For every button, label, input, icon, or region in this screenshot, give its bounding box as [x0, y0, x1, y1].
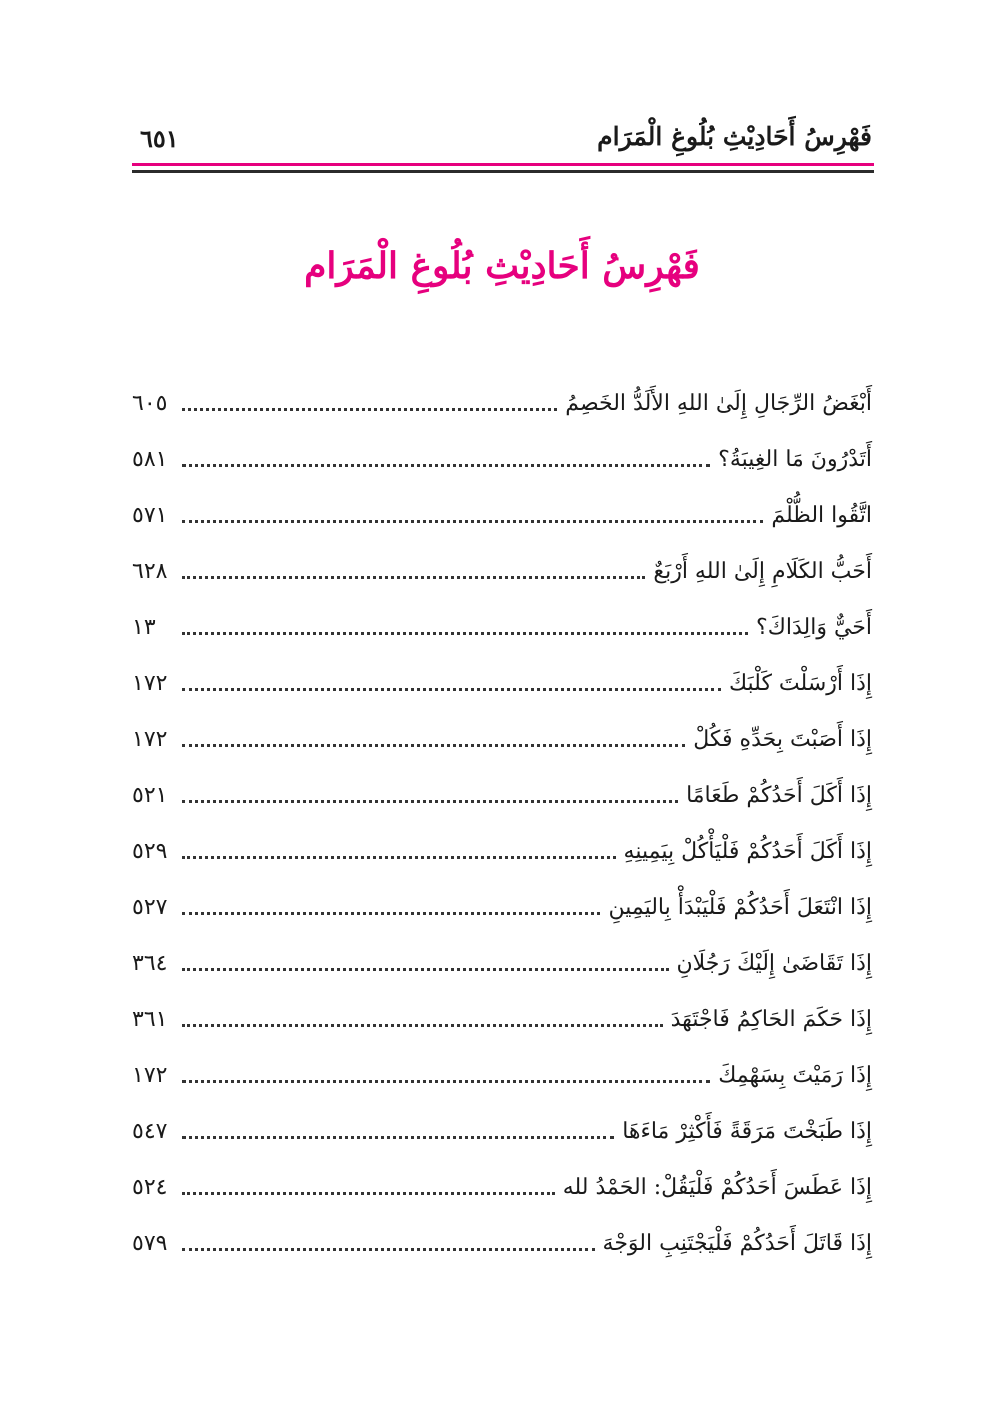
index-entry-page: ١٧٢ [132, 670, 168, 696]
dot-leader [182, 1024, 663, 1027]
index-entry [132, 655, 872, 711]
dot-leader [182, 464, 710, 467]
index-entry-page: ٥٧١ [132, 502, 168, 528]
index-entry-page: ٥٢٤ [132, 1174, 168, 1200]
dot-leader [182, 1080, 710, 1083]
index-entry [132, 711, 872, 767]
index-entry [132, 1159, 872, 1215]
dot-leader [182, 688, 721, 691]
page-title: فَهْرِسُ أَحَادِيْثِ بُلُوغِ الْمَرَام [304, 245, 700, 287]
index-entry-text: أَحَبُّ الكَلَامِ إِلَىٰ اللهِ أَرْبَعٌ [653, 558, 872, 584]
index-entry-page: ٥٢١ [132, 782, 168, 808]
index-entry-text: إِذَا طَبَخْتَ مَرَقَةً فَأَكْثِرْ مَاءَهَا [622, 1118, 872, 1144]
index-entry-page: ١٧٢ [132, 726, 168, 752]
running-header-title: فَهْرِسُ أَحَادِيْثِ بُلُوغِ الْمَرَام [597, 122, 872, 151]
dot-leader [182, 968, 669, 971]
dot-leader [182, 800, 678, 803]
dot-leader [182, 576, 645, 579]
index-entry [132, 935, 872, 991]
index-entry-text: إِذَا عَطَسَ أَحَدُكُمْ فَلْيَقُلْ: الحَمْدُ لله [562, 1174, 872, 1200]
dot-leader [182, 1136, 614, 1139]
index-entry [132, 1215, 872, 1271]
index-entry [132, 375, 872, 431]
index-entry [132, 1103, 872, 1159]
index-entry-text: إِذَا أَكَلَ أَحَدُكُمْ فَلْيَأْكُلْ بِيَمِينِهِ [623, 838, 872, 864]
index-entry-page: ٥٤٧ [132, 1118, 168, 1144]
index-entry [132, 823, 872, 879]
index-entry-page: ٥٢٩ [132, 838, 168, 864]
index-entry-text: أَتَدْرُونَ مَا الغِيبَةُ؟ [718, 446, 872, 472]
index-entry-text: أَبْغَضُ الرِّجَالِ إِلَىٰ اللهِ الأَلَدُّ الخَصِمُ [565, 390, 872, 416]
index-entry-text: إِذَا انْتَعَلَ أَحَدُكُمْ فَلْيَبْدَأْ بِاليَمِينِ [608, 894, 872, 920]
index-entry [132, 431, 872, 487]
index-entry-page: ٥٧٩ [132, 1230, 168, 1256]
index-entry [132, 991, 872, 1047]
dot-leader [182, 1192, 555, 1195]
index-entry-text: اتَّقُوا الظُّلْمَ [771, 502, 872, 528]
index-entry [132, 1047, 872, 1103]
index-entry-text: إِذَا أَصَبْتَ بِحَدِّهِ فَكُلْ [693, 726, 872, 752]
index-entry-text: إِذَا رَمَيْتَ بِسَهْمِكَ [718, 1062, 872, 1088]
index-entry [132, 879, 872, 935]
index-entry-text: إِذَا حَكَمَ الحَاكِمُ فَاجْتَهَدَ [670, 1006, 872, 1032]
index-entry-text: إِذَا أَكَلَ أَحَدُكُمْ طَعَامًا [686, 782, 872, 808]
index-entry-page: ٥٨١ [132, 446, 168, 472]
running-header [132, 122, 872, 162]
dot-leader [182, 520, 763, 523]
header-rule-pink [132, 163, 874, 166]
dot-leader [182, 632, 748, 635]
page-number: ٦٥١ [140, 124, 179, 153]
dot-leader [182, 1248, 595, 1251]
dot-leader [182, 408, 557, 411]
index-entry-page: ٣٦١ [132, 1006, 168, 1032]
index-entry [132, 767, 872, 823]
index-entry-text: إِذَا قَاتَلَ أَحَدُكُمْ فَلْيَجْتَنِبِ الوَجْهَ [602, 1230, 872, 1256]
index-entry [132, 599, 872, 655]
index-entry-page: ١٧٢ [132, 1062, 168, 1088]
index-entry [132, 487, 872, 543]
index-entry-page: ١٣ [132, 614, 156, 640]
index-entry-page: ٦٢٨ [132, 558, 168, 584]
dot-leader [182, 744, 685, 747]
index-entry-page: ٣٦٤ [132, 950, 168, 976]
index-entry-text: أَحَيٌّ وَالِدَاكَ؟ [756, 614, 872, 640]
index-entry [132, 543, 872, 599]
dot-leader [182, 856, 616, 859]
header-rule-dark [132, 170, 874, 173]
index-entry-page: ٦٠٥ [132, 390, 168, 416]
index-entry-text: إِذَا تَقَاضَىٰ إِلَيْكَ رَجُلَانِ [676, 950, 872, 976]
index-entry-page: ٥٢٧ [132, 894, 168, 920]
index-list [132, 375, 872, 1271]
index-entry-text: إِذَا أَرْسَلْتَ كَلْبَكَ [729, 670, 872, 696]
dot-leader [182, 912, 600, 915]
